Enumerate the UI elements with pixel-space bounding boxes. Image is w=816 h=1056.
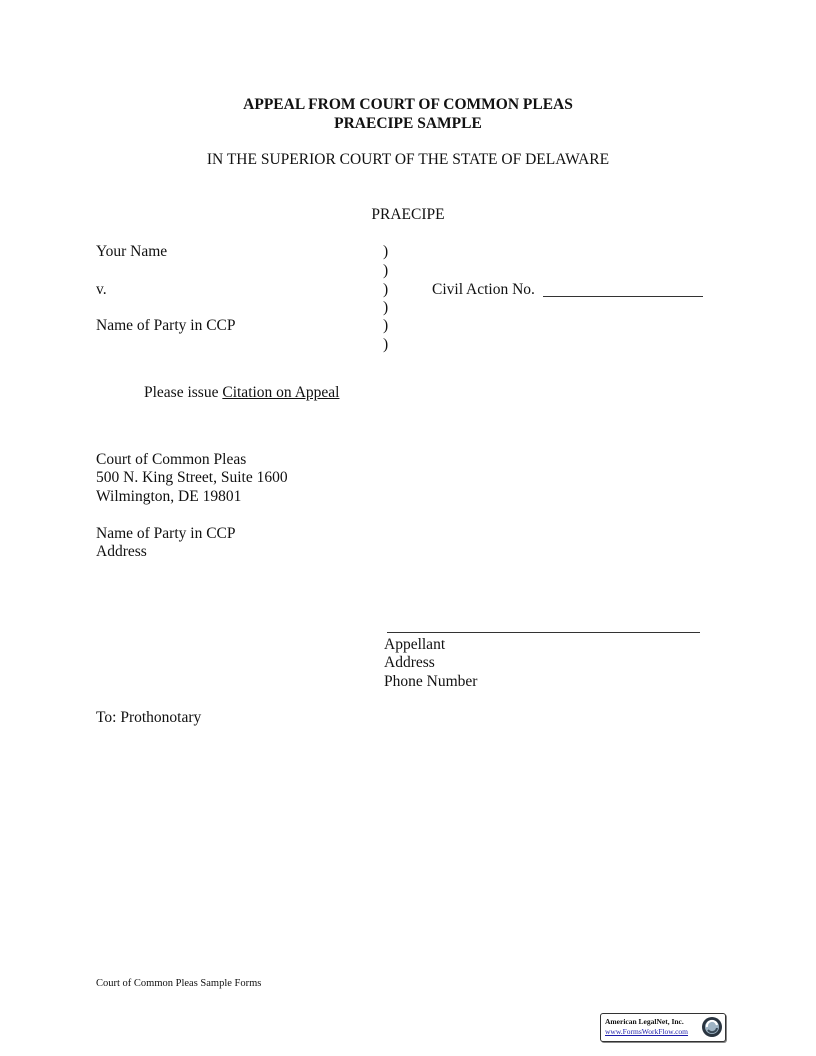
title-line-1: APPEAL FROM COURT OF COMMON PLEAS xyxy=(243,96,573,113)
signature-line-3: Phone Number xyxy=(384,672,478,690)
plaintiff-name: Your Name xyxy=(96,243,168,260)
request-line xyxy=(144,384,339,402)
document-type-heading: PRAECIPE xyxy=(371,206,445,223)
signature-line-2: Address xyxy=(384,654,435,672)
signature-block xyxy=(384,636,477,691)
logo-company-name: American LegalNet, Inc. xyxy=(605,1017,684,1026)
request-item: Citation on Appeal xyxy=(222,384,340,401)
caption-paren: ) xyxy=(383,299,389,316)
company-logo-badge[interactable] xyxy=(600,1013,726,1042)
caption-paren: ) xyxy=(383,243,389,260)
caption-paren: ) xyxy=(383,281,389,298)
signature-line[interactable] xyxy=(387,632,700,633)
globe-swirl-icon xyxy=(701,1016,723,1038)
caption-paren: ) xyxy=(383,336,389,353)
court-address xyxy=(96,451,288,506)
party-address-line-2: Address xyxy=(96,543,147,561)
title-line-2: PRAECIPE SAMPLE xyxy=(334,115,482,132)
versus-label: v. xyxy=(96,281,107,298)
caption-paren: ) xyxy=(383,262,389,279)
party-address-line-1: Name of Party in CCP xyxy=(96,525,236,542)
court-address-line-3: Wilmington, DE 19801 xyxy=(96,487,242,505)
caption-paren: ) xyxy=(383,317,389,334)
court-address-line-2: 500 N. King Street, Suite 1600 xyxy=(96,469,288,487)
party-address xyxy=(96,525,236,562)
court-heading: IN THE SUPERIOR COURT OF THE STATE OF DELAWARE xyxy=(206,151,610,168)
civil-action-label: Civil Action No. xyxy=(432,281,535,298)
request-prefix: Please issue xyxy=(144,384,219,401)
signature-line-1: Appellant xyxy=(384,636,446,653)
footer-text: Court of Common Pleas Sample Forms xyxy=(96,978,262,989)
court-address-line-1: Court of Common Pleas xyxy=(96,451,247,468)
recipient-line: To: Prothonotary xyxy=(96,709,202,726)
civil-action-number-field[interactable] xyxy=(543,296,703,297)
logo-website-link[interactable]: www.FormsWorkFlow.com xyxy=(605,1027,689,1036)
defendant-name: Name of Party in CCP xyxy=(96,317,236,334)
